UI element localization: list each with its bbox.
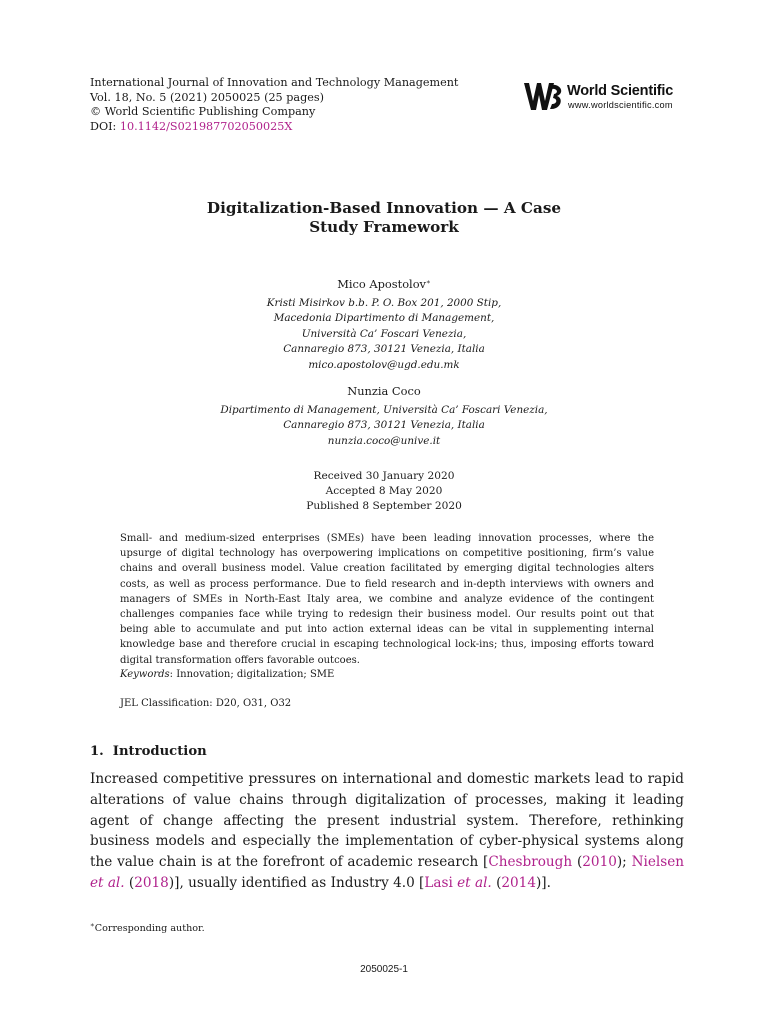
author-email[interactable]: nunzia.coco@unive.it [327, 434, 441, 447]
author-name: Nunzia Coco [347, 384, 421, 398]
accepted-date: Accepted 8 May 2020 [325, 485, 443, 498]
intro-paragraph: Increased competitive pressures on international and domestic markets lead to rapid alterations of value chains through digitalization of processes, making it leading agent of change affecting the present industrial system. Therefore, rethinking business models and especially the implementation of cyber-physical systems along the value chain is at the forefront of academic research [Chesbrough (2010); Nielsen et al. (2018)], usually identified as Industry 4.0 [Lasi et al. (2014)]. [90, 771, 685, 891]
publisher-name: World Scientific [567, 83, 674, 99]
keywords-label: Keywords [120, 669, 170, 680]
section-title: Introduction [112, 744, 207, 759]
footnote-mark: ∗ [90, 921, 95, 929]
citation-etal[interactable]: et al. [90, 874, 125, 891]
paper-title [0, 199, 768, 237]
citation-etal[interactable]: et al. [457, 874, 492, 891]
doi-label: DOI: [90, 119, 120, 133]
corresponding-mark: ∗ [426, 278, 431, 286]
publication-dates [0, 469, 768, 515]
citation-year-link[interactable]: 2018 [134, 874, 169, 891]
affiliation-line: Cannaregio 873, 30121 Venezia, Italia [283, 419, 485, 432]
doi-link[interactable]: 10.1142/S021987702050025X [119, 119, 293, 133]
published-date: Published 8 September 2020 [306, 500, 462, 513]
footnote [90, 923, 205, 934]
citation-link[interactable]: Nielsen [631, 854, 685, 871]
citation-link[interactable]: Chesbrough [488, 854, 573, 871]
author-block-1 [0, 277, 768, 373]
journal-volume: Vol. 18, No. 5 (2021) 2050025 (25 pages) [90, 90, 324, 104]
author-block-2 [0, 384, 768, 449]
affiliation-line: Macedonia Dipartimento di Management, [273, 312, 495, 325]
received-date: Received 30 January 2020 [313, 470, 455, 482]
section-heading [90, 744, 207, 759]
affiliation-line: Università Ca’ Foscari Venezia, [301, 327, 467, 340]
author-name: Mico Apostolov∗ [337, 277, 431, 291]
journal-name: International Journal of Innovation and Technology Management [90, 76, 459, 89]
journal-header [90, 76, 458, 134]
affiliation-line: Dipartimento di Management, Università Ca’ Foscari Venezia, [220, 404, 548, 416]
page-number: 2050025-1 [360, 964, 408, 975]
affiliation-line: Kristi Misirkov b.b. P. O. Box 201, 2000 Stip, [266, 297, 502, 309]
abstract: Small- and medium-sized enterprises (SMEs) have been leading innovation processes, where the upsurge of digital technology has overpowering implications on competitive positioning, firm’s value chains and overall business model. Value creation facilitated by emerging digital technologies alters costs, as well as process performance. Due to field research and in-depth interviews with owners and managers of SMEs in North-East Italy area, we combine and analyze evidence of the contingent challenges companies face while trying to redesign their business model. Our results point out that being able to accumulate and put into action external ideas can be vital in supplementing internal knowledge base and therefore crucial in escaping technological lock-ins; thus, imposing efforts toward digital transformation offers favorable outcoes. [120, 533, 654, 666]
keywords [120, 669, 334, 680]
doi-line [90, 120, 458, 135]
citation-year-link[interactable]: 2014 [501, 874, 536, 891]
jel-classification: JEL Classification: D20, O31, O32 [120, 698, 292, 709]
author-email[interactable]: mico.apostolov@ugd.edu.mk [308, 358, 460, 371]
title-line-1: Digitalization-Based Innovation — A Case [206, 199, 562, 217]
section-number: 1. [90, 744, 104, 759]
affiliation-line: Cannaregio 873, 30121 Venezia, Italia [283, 343, 485, 356]
citation-year-link[interactable]: 2010 [582, 854, 617, 871]
publisher-logo [523, 79, 685, 113]
world-scientific-logo-icon [523, 79, 563, 113]
citation-link[interactable]: Lasi [424, 874, 453, 891]
copyright-line: © World Scientific Publishing Company [90, 105, 316, 119]
title-line-2: Study Framework [309, 218, 459, 236]
footnote-text: Corresponding author. [94, 923, 205, 934]
keywords-text: : Innovation; digitalization; SME [169, 669, 335, 680]
publisher-url: www.worldscientific.com [568, 100, 673, 110]
